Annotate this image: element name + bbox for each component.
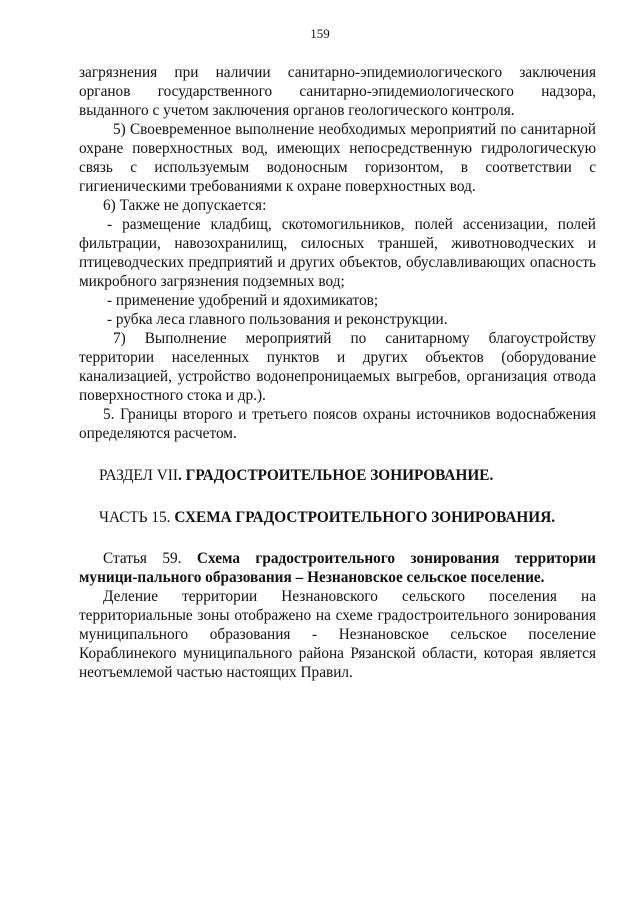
paragraph-item-5: 5) Своевременное выполнение необходимых мероприятий по санитарной охране поверхностных вод, имеющих непосредственную гидрологическую связь с используемым водоносным горизонтом, в соответствии с гигиеническими требованиями к охране поверхностных вод. [79, 121, 596, 195]
paragraph-item-6: 6) Также не допускается: [103, 197, 267, 214]
article-title: Схема градостроительного зонирования территории муници-пального образования – Незнановское сельское поселение. [79, 550, 596, 586]
section-prefix: РАЗДЕЛ VII [99, 467, 178, 484]
list-item-cemeteries: - размещение кладбищ, скотомогильников, полей ассенизации, полей фильтрации, навозохранилищ, силосных траншей, животноводческих и птицеводческих предприятий и других объектов, обуславливающих опасность микробного загрязнения подземных вод; [79, 216, 596, 290]
article-body: Деление территории Незнановского сельского поселения на территориальные зоны отображено на схеме градостроительного зонирования муниципального образования - Незнановское сельское поселение Кораблинекого муниципального района Рязанской области, которая является неотъемлемой частью настоящих Правил. [79, 588, 596, 681]
paragraph-contamination: загрязнения при наличии санитарно-эпидемиологического заключения органов государственного санитарно-эпидемиологического надзора, выданного с учетом заключения органов геологического контроля. [79, 64, 596, 119]
paragraph-boundaries: 5. Границы второго и третьего поясов охраны источников водоснабжения определяются расчетом. [79, 406, 596, 442]
article-heading [79, 549, 596, 587]
part-heading [79, 508, 596, 527]
text-column [79, 63, 596, 682]
article-prefix: Статья 59. [103, 550, 197, 567]
paragraph-item-7: 7) Выполнение мероприятий по санитарному благоустройству территории населенных пунктов и других объектов (оборудование канализацией, устройство водонепроницаемых выгребов, организация отвода поверхностного стока и др.). [79, 330, 596, 404]
section-title: . ГРАДОСТРОИТЕЛЬНОЕ ЗОНИРОВАНИЕ. [177, 467, 494, 484]
part-title: СХЕМА ГРАДОСТРОИТЕЛЬНОГО ЗОНИРОВАНИЯ. [174, 509, 556, 526]
list-item-logging: - рубка леса главного пользования и реконструкции. [107, 311, 448, 328]
section-heading [79, 466, 596, 485]
part-prefix: ЧАСТЬ 15. [99, 509, 175, 526]
page-number: 159 [310, 26, 330, 41]
list-item-fertilizers: - применение удобрений и ядохимикатов; [107, 292, 379, 309]
